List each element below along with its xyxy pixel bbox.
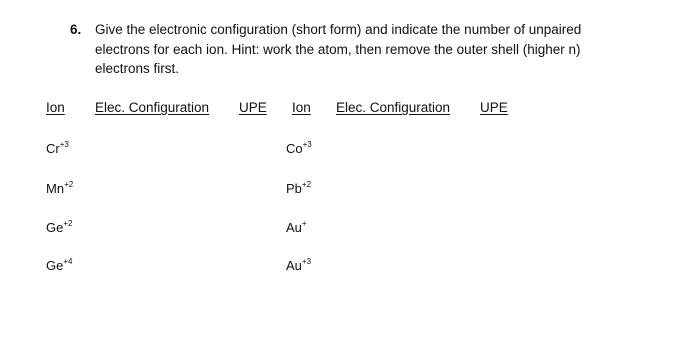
ion-label xyxy=(286,258,311,274)
ion-symbol: Co xyxy=(286,141,303,156)
question-line-2: electrons for each ion. Hint: work the atom, then remove the outer shell (higher n) xyxy=(95,41,581,57)
ion-charge: +3 xyxy=(59,140,69,149)
ion-symbol: Au xyxy=(286,258,302,273)
header-upe-right: UPE xyxy=(480,100,508,115)
ion-charge: + xyxy=(301,219,307,228)
ion-charge: +3 xyxy=(302,140,312,149)
ion-label xyxy=(46,181,73,197)
header-config-left: Elec. Configuration xyxy=(95,100,210,115)
ion-charge: +2 xyxy=(64,180,74,189)
ion-label xyxy=(286,181,311,197)
header-ion-right: Ion xyxy=(292,100,311,115)
ion-charge: +4 xyxy=(63,257,73,266)
ion-symbol: Pb xyxy=(286,181,302,196)
ion-symbol: Au xyxy=(286,220,302,235)
ion-label xyxy=(46,220,72,236)
ion-charge: +2 xyxy=(301,180,312,189)
header-ion-left: Ion xyxy=(46,100,65,115)
ion-symbol: Mn xyxy=(46,181,65,196)
ion-label xyxy=(46,141,69,157)
ion-label xyxy=(286,220,307,236)
header-upe-left: UPE xyxy=(239,100,267,115)
question-line-3: electrons first. xyxy=(95,61,180,76)
question-number: 6. xyxy=(70,22,82,37)
ion-symbol: Ge xyxy=(46,258,64,273)
ion-symbol: Ge xyxy=(46,220,64,235)
header-config-right: Elec. Configuration xyxy=(336,100,451,115)
ion-symbol: Cr xyxy=(46,141,60,156)
ion-label xyxy=(46,258,72,274)
ion-charge: +2 xyxy=(63,219,73,228)
question-text xyxy=(95,20,665,79)
ion-label xyxy=(286,141,312,157)
question-line-1: Give the electronic configuration (short form) and indicate the number of unpaired xyxy=(95,22,582,37)
ion-charge: +3 xyxy=(301,257,312,266)
